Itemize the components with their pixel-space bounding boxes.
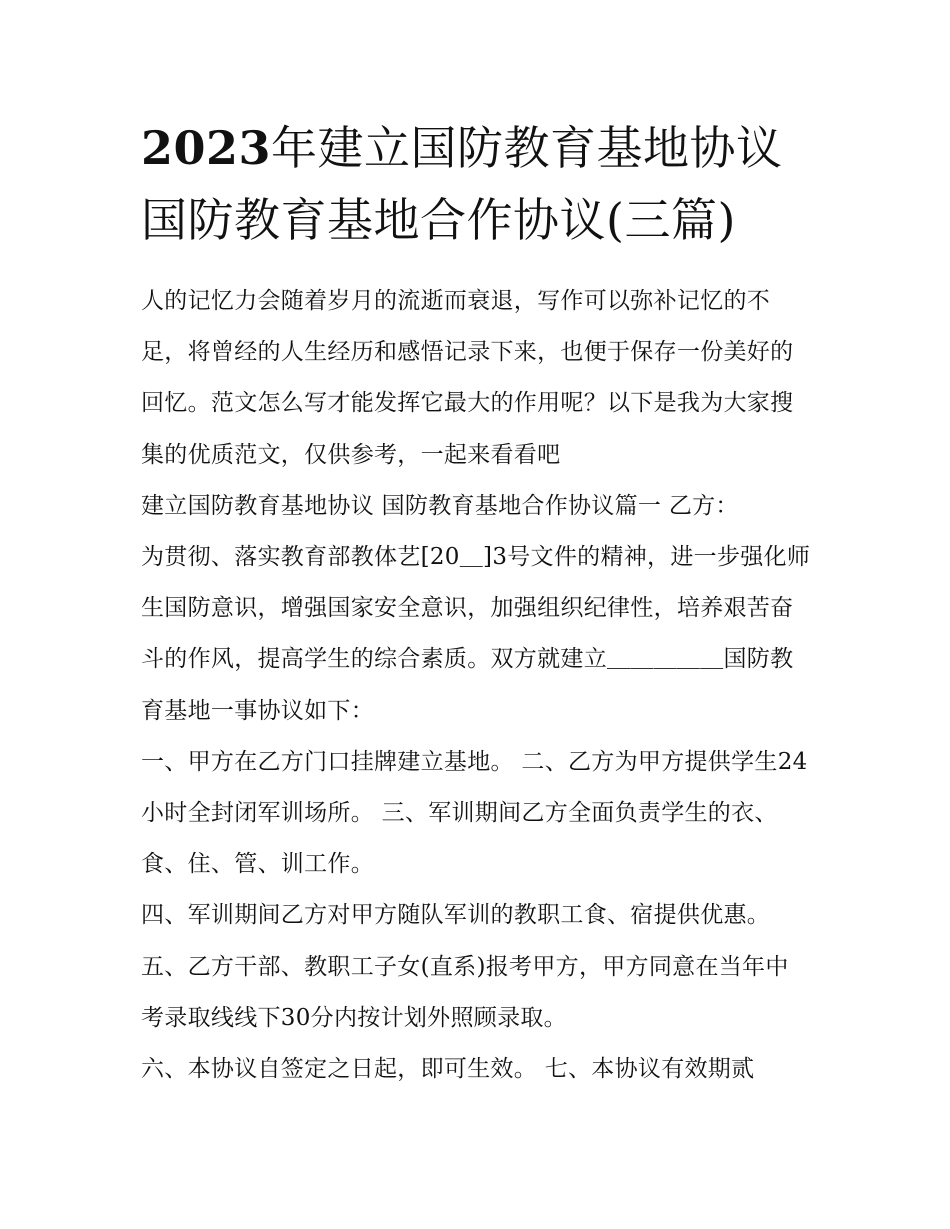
title-line-1-text: 年建立国防教育基地协议 xyxy=(271,121,783,175)
title-line-2: 国防教育基地合作协议(三篇) xyxy=(141,193,736,247)
title-year: 2023 xyxy=(141,121,272,175)
title-line-1 xyxy=(141,121,783,175)
paragraph-intro: 人的记忆力会随着岁月的流逝而衰退，写作可以弥补记忆的不足，将曾经的人生经历和感悟记录下来，也便于保存一份美好的回忆。范文怎么写才能发挥它最大的作用呢？以下是我为大家搜集的优质范文，仅供参考，一起来看看吧 xyxy=(141,288,794,468)
document-title xyxy=(141,112,811,256)
paragraph-clause-4: 四、军训期间乙方对甲方随队军训的教职工食、宿提供优惠。 xyxy=(141,902,771,929)
paragraph-clause-5: 五、乙方干部、教职工子女(直系)报考甲方，甲方同意在当年中考录取线线下30分内按计划外照顾录取。 xyxy=(141,953,789,1031)
paragraph-clauses-6-7: 六、本协议自签定之日起，即可生效。 七、本协议有效期贰 xyxy=(141,1056,755,1083)
document-page xyxy=(141,112,811,1095)
paragraph-clauses-1-3: 一、甲方在乙方门口挂牌建立基地。 二、乙方为甲方提供学生24小时全封闭军训场所。 三、军训期间乙方全面负责学生的衣、食、住、管、训工作。 xyxy=(141,748,808,878)
paragraph-purpose: 为贯彻、落实教育部教体艺[20＿]3号文件的精神，进一步强化师生国防意识，增强国家安全意识，加强组织纪律性，培养艰苦奋斗的作风，提高学生的综合素质。双方就建立＿＿＿＿＿国防教育基地一事协议如下： xyxy=(141,544,811,724)
document-body xyxy=(141,276,811,1095)
paragraph-heading: 建立国防教育基地协议 国防教育基地合作协议篇一 乙方： xyxy=(141,492,739,519)
